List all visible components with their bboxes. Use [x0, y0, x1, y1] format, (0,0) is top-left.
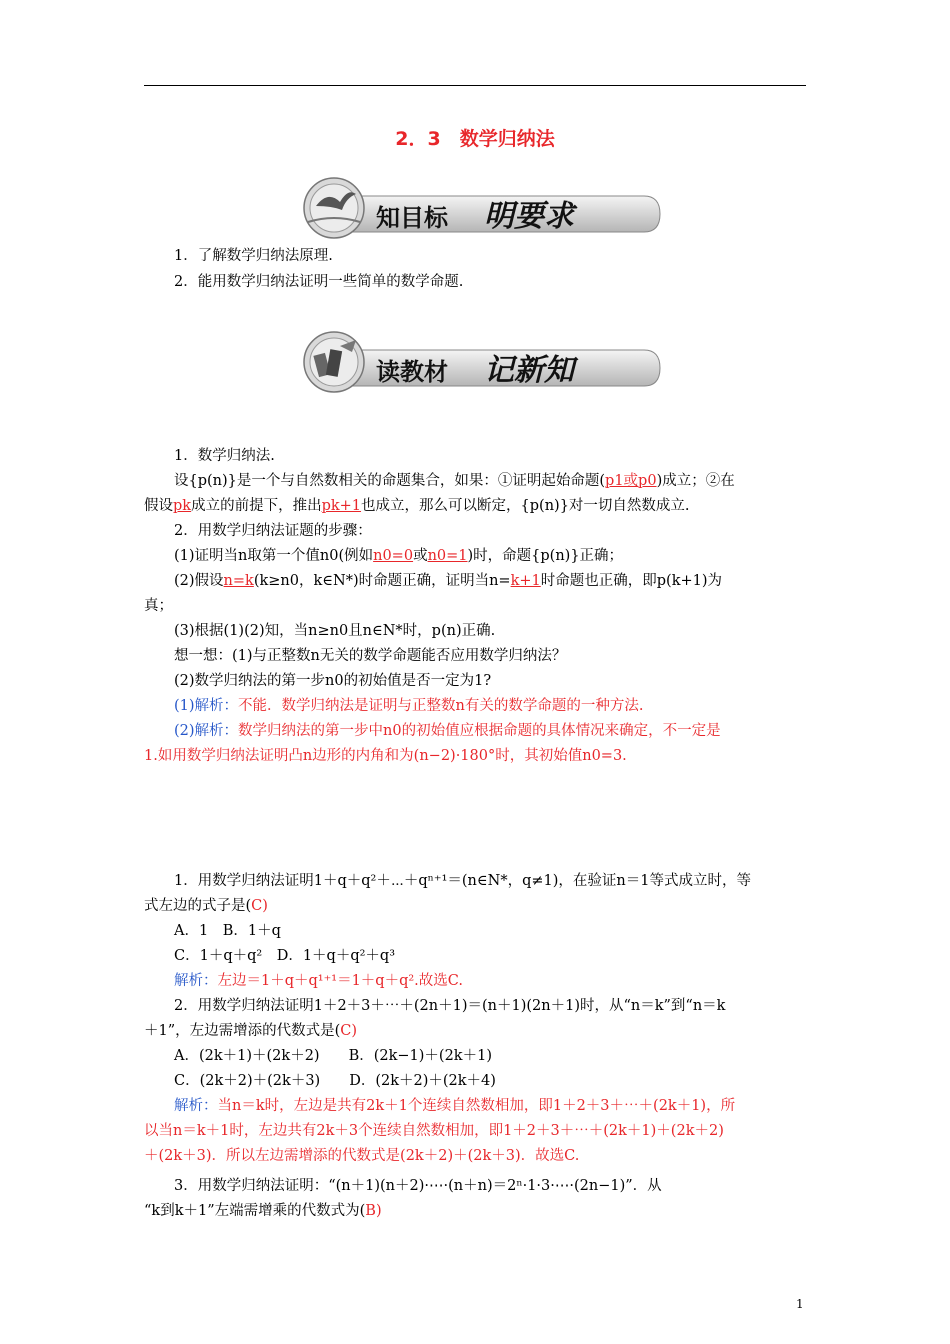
answer-letter: C — [340, 1023, 352, 1039]
text-segment: )成立；②在 — [656, 473, 735, 489]
solution-text: 当n＝k时，左边是共有2k＋1个连续自然数相加，即1＋2＋3＋⋯＋(2k＋1)，所 — [217, 1098, 736, 1114]
text-segment: (k≥n0，k∈N*)时命题正确，证明当n= — [253, 573, 511, 589]
step-2 — [144, 569, 836, 594]
text-segment: ) — [351, 1023, 358, 1039]
think-answer-2 — [144, 719, 836, 744]
solution-text: 数学归纳法的第一步中n0的初始值应根据命题的具体情况来确定，不一定是 — [238, 723, 721, 739]
answer-letter: C — [251, 898, 263, 914]
problem-1-cont — [144, 894, 806, 919]
banner-study-text1: 读教材 — [376, 358, 448, 386]
problem-2-solution-line3: ＋(2k＋3)．所以左边需增添的代数式是(2k＋2)＋(2k＋3)．故选C. — [144, 1148, 580, 1164]
solution-text: 左边＝1＋q＋q¹⁺¹＝1＋q＋q².故选C. — [217, 973, 463, 989]
page-title: 2．3 数学归纳法 — [395, 128, 555, 150]
answer-blank: k+1 — [510, 573, 541, 589]
solution-text: 不能．数学归纳法是证明与正整数n有关的数学命题的一种方法. — [238, 698, 644, 714]
text-segment: 成立的前提下，推出 — [191, 498, 322, 514]
answer-blank: p1或p0 — [605, 473, 657, 489]
problem-1: 1．用数学归纳法证明1＋q＋q²＋⋯＋qⁿ⁺¹＝(n∈N*，q≠1)，在验证n＝1等式成立时，等 — [174, 873, 751, 889]
problem-2: 2．用数学归纳法证明1＋2＋3＋⋯＋(2n＋1)＝(n＋1)(2n＋1)时，从“n＝k”到“n＝k — [174, 998, 726, 1014]
text-segment: 也成立，那么可以断定，{p(n)}对一切自然数成立. — [361, 498, 690, 514]
goal-item-1: 1．了解数学归纳法原理. — [174, 248, 333, 264]
answer-letter: B — [365, 1203, 376, 1219]
step-3: (3)根据(1)(2)知，当n≥n0且n∈N*时，p(n)正确. — [174, 623, 496, 639]
answer-blank: pk+1 — [321, 498, 362, 514]
problem-2-solution — [144, 1094, 836, 1119]
section1-line1 — [144, 469, 836, 494]
solution-label: 解析： — [174, 973, 218, 989]
problem-2-options-ab: A．(2k＋1)＋(2k＋2) B．(2k−1)＋(2k＋1) — [174, 1048, 492, 1064]
solution-label: (2)解析： — [174, 723, 239, 739]
answer-blank: n0=0 — [373, 548, 414, 564]
banner-study-graphic — [294, 330, 662, 394]
header-rule — [144, 85, 806, 86]
step-1 — [144, 544, 836, 569]
banner-study-text2: 记新知 — [484, 353, 574, 388]
banner-goals-text1: 知目标 — [376, 204, 448, 232]
think-answer-2-cont: 1.如用数学归纳法证明凸n边形的内角和为(n−2)·180°时，其初始值n0=3. — [144, 748, 627, 764]
answer-blank: n=k — [223, 573, 254, 589]
step-2-cont: 真； — [144, 598, 173, 614]
problem-1-solution — [144, 969, 836, 994]
section1-line2 — [144, 494, 806, 519]
text-segment: 假设 — [144, 498, 173, 514]
text-segment: 设{p(n)}是一个与自然数相关的命题集合，如果：①证明起始命题( — [174, 473, 606, 489]
problem-1-options-cd: C．1＋q＋q² D．1＋q＋q²＋q³ — [174, 948, 396, 964]
text-segment: (1)证明当n取第一个值n0(例如 — [174, 548, 374, 564]
answer-blank: n0=1 — [427, 548, 468, 564]
answer-blank: pk — [173, 498, 192, 514]
problem-2-solution-line2: 以当n＝k＋1时，左边共有2k＋3个连续自然数相加，即1＋2＋3＋⋯＋(2k＋1)＋(2k＋2) — [144, 1123, 724, 1139]
text-segment: (2)假设 — [174, 573, 224, 589]
think-question-2: (2)数学归纳法的第一步n0的初始值是否一定为1? — [174, 673, 492, 689]
section1-heading: 1．数学归纳法. — [174, 448, 275, 464]
problem-1-options-ab: A．1 B．1＋q — [174, 923, 281, 939]
text-segment: 式左边的式子是( — [144, 898, 252, 914]
page-number: 1 — [796, 1297, 804, 1311]
solution-label: (1)解析： — [174, 698, 239, 714]
text-segment: ) — [375, 1203, 382, 1219]
text-segment: ) — [262, 898, 268, 914]
problem-3: 3．用数学归纳法证明：“(n＋1)(n＋2)·⋯·(n＋n)＝2ⁿ·1·3·⋯·(2n−1)”．从 — [174, 1178, 662, 1194]
banner-goals-graphic — [294, 176, 662, 240]
think-answer-1 — [144, 694, 836, 719]
text-segment: 时命题也正确，即p(k+1)为 — [540, 573, 723, 589]
text-segment: )时，命题{p(n)}正确； — [467, 548, 624, 564]
solution-label: 解析： — [174, 1098, 218, 1114]
goal-item-2: 2．能用数学归纳法证明一些简单的数学命题. — [174, 274, 464, 290]
think-question-1: 想一想：(1)与正整数n无关的数学命题能否应用数学归纳法？ — [174, 648, 567, 664]
problem-2-cont — [144, 1019, 806, 1044]
banner-study — [294, 330, 662, 394]
problem-2-options-cd: C．(2k＋2)＋(2k＋3) D．(2k＋2)＋(2k＋4) — [174, 1073, 496, 1089]
text-segment: ＋1”，左边需增添的代数式是( — [144, 1023, 341, 1039]
banner-goals — [294, 176, 662, 240]
banner-goals-text2: 明要求 — [484, 199, 574, 234]
section2-heading: 2．用数学归纳法证题的步骤： — [174, 523, 372, 539]
text-segment: 或 — [413, 548, 428, 564]
problem-3-cont — [144, 1199, 806, 1224]
text-segment: “k到k＋1”左端需增乘的代数式为( — [144, 1203, 366, 1219]
